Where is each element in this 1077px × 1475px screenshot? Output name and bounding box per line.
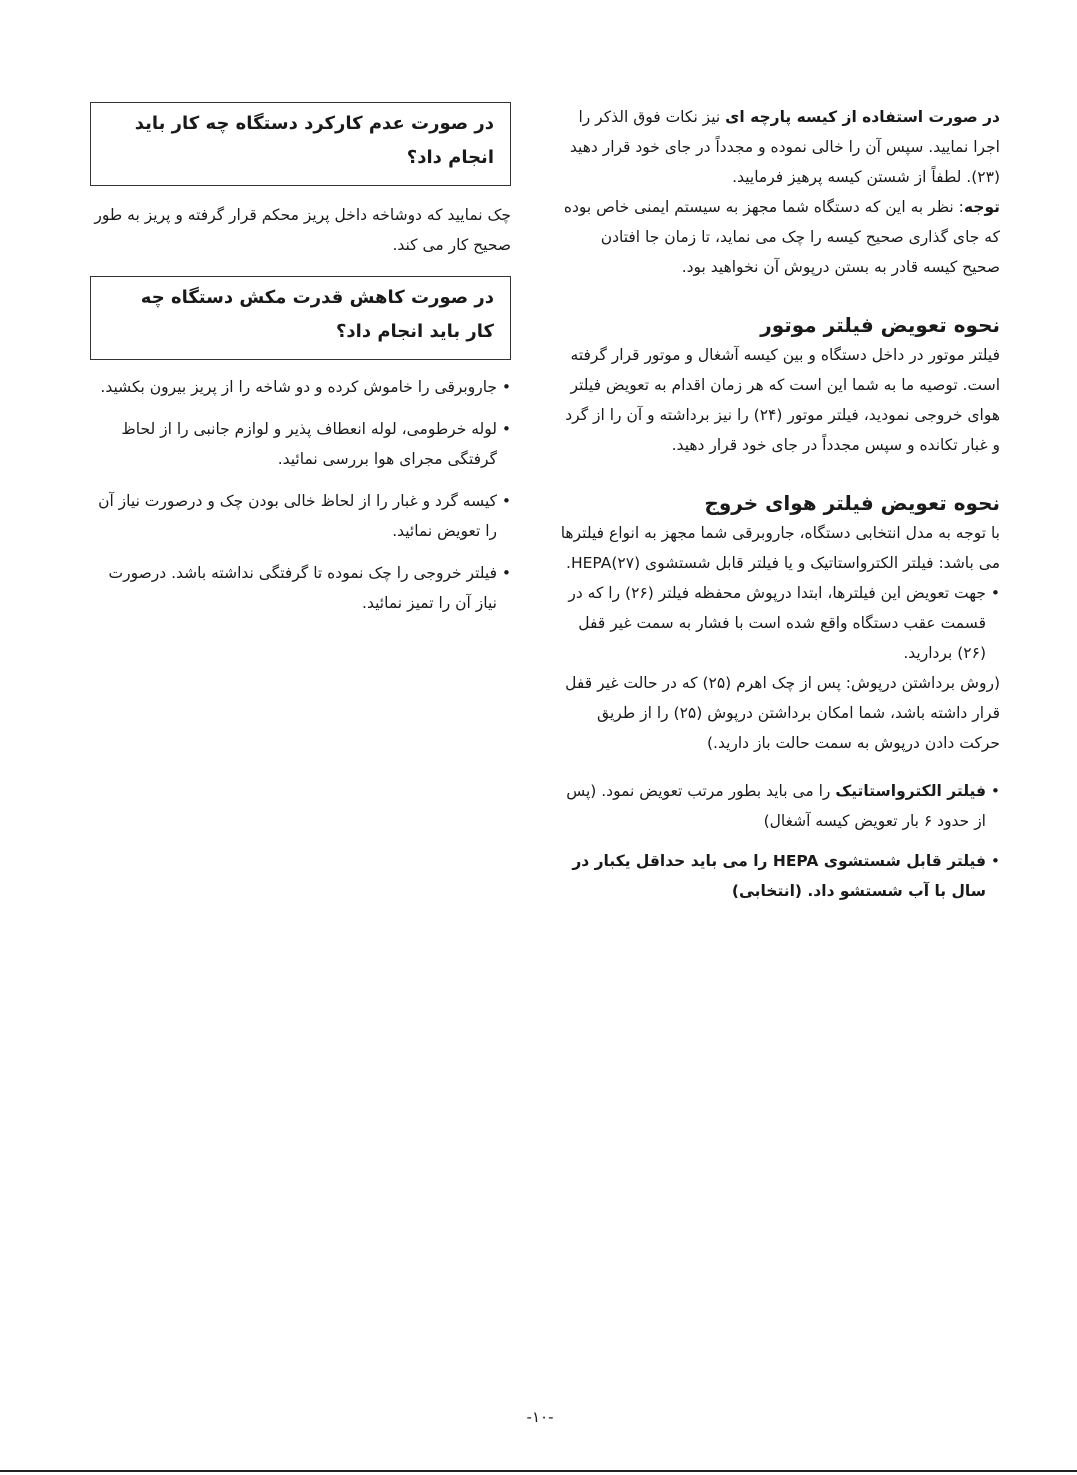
list-item [560, 846, 1000, 906]
list-item: • فیلتر خروجی را چک نموده تا گرفتگی نداشته باشد. درصورت نیاز آن را تمیز نمائید. [90, 558, 511, 618]
motor-filter-text: فیلتر موتور در داخل دستگاه و بین کیسه آشغال و موتور قرار گرفته است. توصیه ما به شما این است که هر زمان اقدام به تعویض فیلتر هوای خروجی نمودید، فیلتر موتور (۲۴) را نیز برداشته و آن را از گرد و غبار تکانده و سپس مجدداً در جای خود قرار دهید. [565, 346, 1000, 454]
filter-note-bold: فیلتر قابل شستشوی HEPA [772, 852, 986, 870]
list-item: • لوله خرطومی، لوله انعطاف پذیر و لوازم جانبی را از لحاظ گرفتگی مجرای هوا بررسی نمائید. [90, 414, 511, 474]
list-item: • جهت تعویض این فیلترها، ابتدا درپوش محفظه فیلتر (۲۶) را که در قسمت عقب دستگاه واقع شده است با فشار به سمت غیر قفل (۲۶) بردارید. [560, 578, 1000, 668]
troubleshoot-box-low-suction [90, 276, 511, 360]
list-item: • کیسه گرد و غبار را از لحاظ خالی بودن چک و درصورت نیاز آن را تعویض نمائید. [90, 486, 511, 546]
box-title: در صورت عدم کارکرد دستگاه چه کار باید انجام داد؟ [134, 113, 494, 168]
cover-removal-method: (روش برداشتن درپوش: پس از چک اهرم (۲۵) که در حالت غیر قفل قرار داشته باشد، شما امکان برداشتن درپوش (۲۵) را از طریق حرکت دادن درپوش به سمت حالت باز دارید.) [565, 674, 1000, 752]
note-paragraph [560, 192, 1000, 282]
suction-checklist [90, 372, 511, 618]
intro-text: نیز نکات فوق الذکر را اجرا نمایید. سپس آن را خالی نموده و مجدداً در جای خود قرار دهید (۲۳). لطفاً از شستن کیسه پرهیز فرمایید. [569, 108, 1000, 186]
intro-lead: در صورت استفاده از کیسه پارچه ای [725, 108, 1000, 126]
motor-filter-heading: نحوه تعویض فیلتر موتور [760, 313, 1000, 337]
troubleshoot-text: چک نمایید که دوشاخه داخل پریز محکم قرار گرفته و پریز به طور صحیح کار می کند. [94, 206, 511, 254]
list-item [560, 776, 1000, 836]
note-label: توجه [963, 198, 1000, 216]
right-column [560, 102, 1000, 916]
exhaust-bullets [560, 578, 1000, 668]
left-column [90, 102, 511, 630]
exhaust-filter-heading: نحوه تعویض فیلتر هوای خروج [704, 491, 1000, 515]
filter-note-text: را می باید بطور مرتب تعویض نمود. (پس از حدود ۶ بار تعویض کیسه آشغال) [566, 782, 986, 830]
page-number: -۱۰- [526, 1408, 554, 1426]
troubleshoot-box-no-start [90, 102, 511, 186]
list-item: • جاروبرقی را خاموش کرده و دو شاخه را از پریز بیرون بکشید. [90, 372, 511, 402]
filter-note-text: را می باید حداقل یکبار در سال با آب شستشو داد. [572, 852, 986, 900]
filter-note-tail: (انتخابی) [731, 882, 808, 900]
exhaust-filter-text: با توجه به مدل انتخابی دستگاه، جاروبرقی شما مجهز به انواع فیلترها می باشد: فیلتر الکترواستاتیک و یا فیلتر قابل شستشوی HEPA(۲۷). [560, 524, 1000, 572]
bottom-divider [0, 1470, 1077, 1472]
intro-paragraph [560, 102, 1000, 192]
filter-notes [560, 776, 1000, 906]
note-text: : نظر به این که دستگاه شما مجهز به سیستم ایمنی خاص بوده که جای گذاری صحیح کیسه را چک می نماید، تا زمان جا افتادن صحیح کیسه قادر به بستن درپوش آن نخواهید بود. [563, 198, 1000, 276]
box-title: در صورت کاهش قدرت مکش دستگاه چه کار باید انجام داد؟ [140, 287, 494, 342]
filter-note-bold: فیلتر الکترواستاتیک [835, 782, 986, 800]
